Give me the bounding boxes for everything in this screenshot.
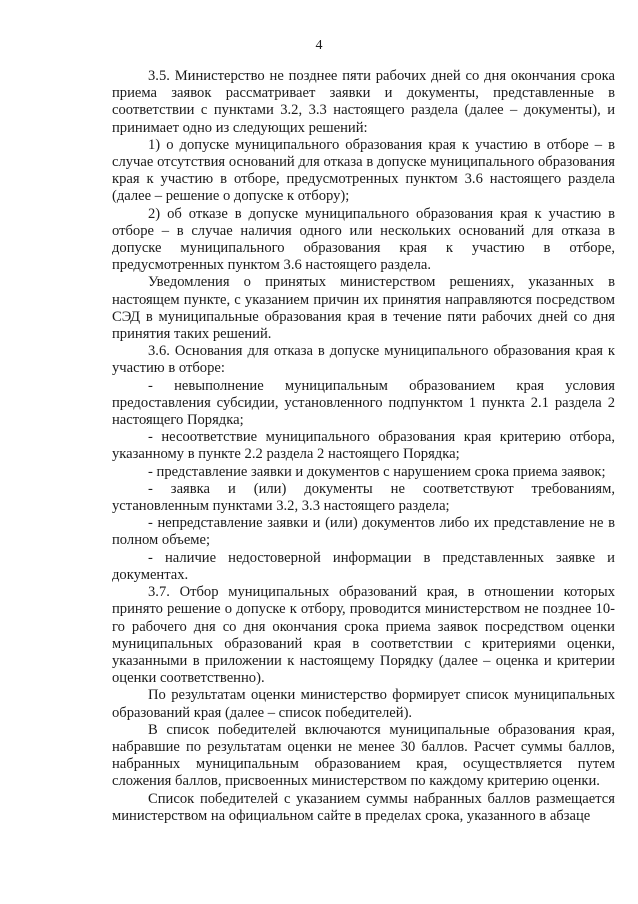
paragraph-notifications: Уведомления о принятых министерством решениях, указанных в настоящем пункте, с указанием причин их принятия направляются посредством СЭД в муниципальные образования края в течение пяти рабочих дней со дня принятия таких решений.	[112, 274, 615, 343]
page-number: 4	[315, 38, 323, 53]
paragraph-3-7: 3.7. Отбор муниципальных образований края, в отношении которых принято решение о допуске к отбору, проводится министерством не позднее 10-го рабочего дня со дня окончания срока приема заявок посредством оценки муниципальных образований края в соответствии с критериями оценки, указанными в приложении к настоящему Порядку (далее – оценка и критерии оценки соответственно).	[112, 584, 615, 687]
paragraph-item-1: 1) о допуске муниципального образования края к участию в отборе – в случае отсутствия оснований для отказа в допуске муниципального образования края к участию в отборе, предусмотренных пунктом 3.6 настоящего раздела (далее – решение о допуске к отбору);	[112, 136, 615, 205]
list-item-reason-3: - представление заявки и документов с нарушением срока приема заявок;	[148, 463, 606, 480]
paragraph-3-5: 3.5. Министерство не позднее пяти рабочих дней со дня окончания срока приема заявок рассматривает заявки и документы, представленные в соответствии с пунктами 3.2, 3.3 настоящего раздела (далее – документы), и принимает одно из следующих решений:	[112, 68, 615, 136]
paragraph-3-6: 3.6. Основания для отказа в допуске муниципального образования края к участию в отборе:	[112, 343, 615, 377]
list-item-reason-1: - невыполнение муниципальным образованием края условия предоставления субсидии, установленного подпунктом 1 пункта 2.1 раздела 2 настоящего Порядка;	[112, 377, 615, 429]
list-item-reason-5: - непредставление заявки и (или) документов либо их представление не в полном объеме;	[112, 515, 615, 549]
paragraph-winners-list: По результатам оценки министерство формирует список муниципальных образований края (далее – список победителей).	[112, 687, 615, 721]
paragraph-winners-publication: Список победителей с указанием суммы набранных баллов размещается министерством на официальном сайте в пределах срока, указанного в абзаце	[112, 790, 615, 824]
document-body	[112, 68, 615, 825]
list-item-reason-6: - наличие недостоверной информации в представленных заявке и документах.	[112, 549, 615, 583]
list-item-reason-4: - заявка и (или) документы не соответствуют требованиям, установленным пунктами 3.2, 3.3 настоящего раздела;	[112, 480, 615, 515]
list-item-reason-2: - несоответствие муниципального образования края критерию отбора, указанному в пункте 2.2 раздела 2 настоящего Порядка;	[112, 429, 615, 463]
paragraph-item-2: 2) об отказе в допуске муниципального образования края к участию в отборе – в случае наличия одного или нескольких оснований для отказа в допуске муниципального образования края к участию в отборе, предусмотренных пунктом 3.6 настоящего раздела.	[112, 205, 615, 274]
paragraph-winners-criteria: В список победителей включаются муниципальные образования края, набравшие по результатам оценки не менее 30 баллов. Расчет суммы баллов, набранных муниципальным образованием края, осуществляется путем сложения баллов, присвоенных министерством по каждому критерию оценки.	[112, 721, 615, 790]
